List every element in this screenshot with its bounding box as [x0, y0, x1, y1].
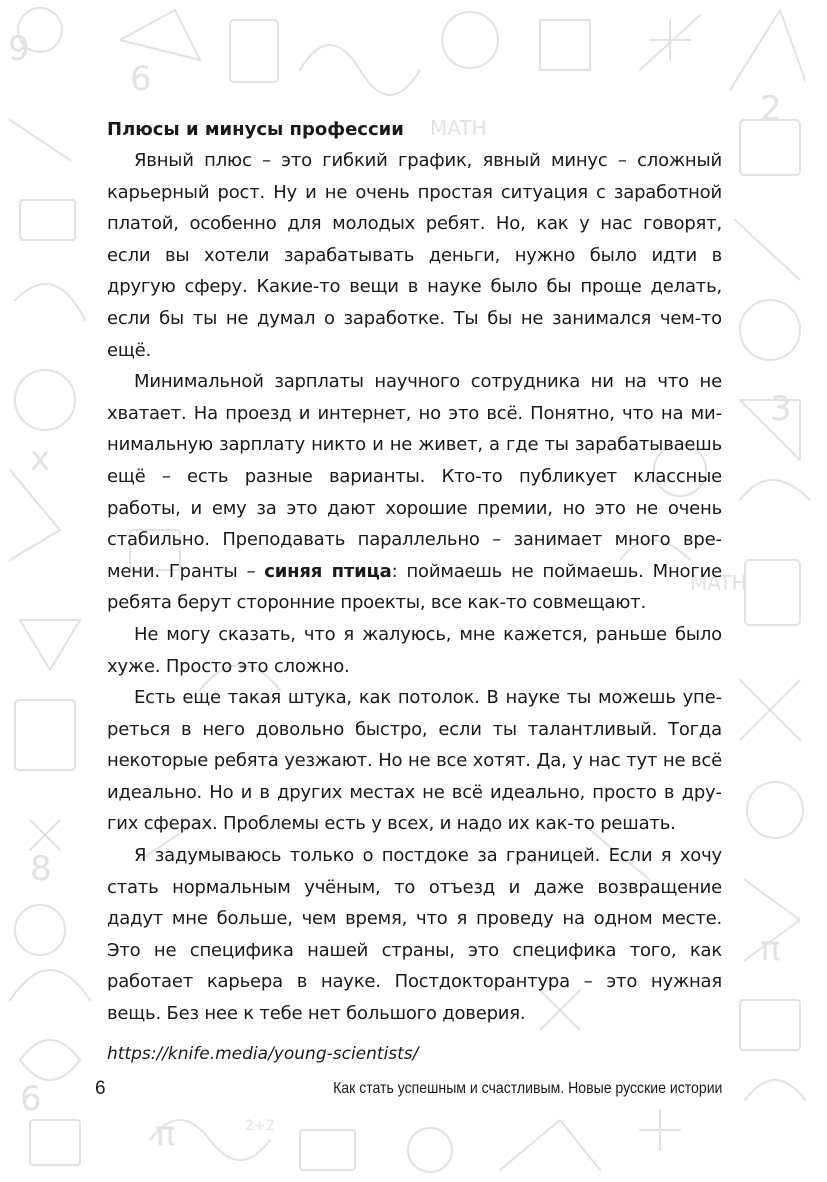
paragraph: Есть еще такая штука, как потолок. В науке ты можешь упереться в него довольно быстро, если ты талантливый. Тогда некоторые ребята уезжают. Но не все хотят. Да, у нас тут не всё идеально. Но и в других местах не всё идеально, просто в других сферах. Проблемы есть у всех, и надо их как-то решать. [107, 687, 722, 835]
doodle-text: 8 [30, 849, 52, 889]
doodle-text: 2+2 [245, 1118, 275, 1134]
paragraph: Не могу сказать, что я жалуюсь, мне кажется, раньше было хуже. Просто это сложно. [107, 623, 722, 677]
paragraph-text: : поймаешь не поймаешь. Многие ребята берут сторонние проекты, все как-то совмещают. [107, 560, 722, 614]
doodle-text: 3 [770, 389, 792, 429]
running-title: Как стать успешным и счастливым. Новые русские истории [332, 1080, 722, 1097]
paragraph: Я задумываюсь только о постдоке за границей. Если я хочу стать нормальным учёным, то отъезд и даже возвращение дадут мне больше, чем время, что я проведу на одном месте. Это не специфика нашей страны, это специфика того, как работает карьера в науке. Постдокторантура – это нужная вещь. Без нее к тебе нет большого доверия. [107, 845, 722, 1025]
doodle-text: π [155, 1114, 176, 1154]
paragraph: Явный плюс – это гибкий график, явный минус – сложный карьерный рост. Ну и не очень простая ситуация с заработной платой, особенно для молодых ребят. Но, как у нас говорят, если вы хотели зарабатывать деньги, нужно было идти в другую сферу. Какие-то вещи в науке было бы проще делать, если бы ты не думал о заработке. Ты бы не занимался чем-то ещё. [107, 150, 722, 361]
emphasis-text: синяя птица [264, 560, 392, 582]
page-footer [95, 1078, 722, 1102]
doodle-text: 6 [20, 1079, 42, 1119]
source-link[interactable]: https://knife.media/young-scientists/ [107, 1043, 419, 1064]
doodle-text: MATH [430, 116, 487, 140]
doodle-text: 2 [760, 89, 782, 129]
doodle-text: x [30, 439, 51, 479]
article-body [107, 114, 722, 1064]
page-number: 6 [95, 1078, 106, 1099]
doodle-text: 9 [8, 29, 30, 69]
section-heading: Плюсы и минусы профессии [107, 119, 404, 140]
doodle-text: π [760, 929, 781, 969]
paragraph-text: Минимальной зарплаты научного сотрудника ни на что не хватает. На проезд и интернет, но это всё. Понятно, что на минимальную зарплату никто и не живет, а где ты зарабатываешь ещё – есть разные варианты. Кто-то публикует классные работы, и ему за это дают хорошие премии, но это не очень стабильно. Преподавать параллельно – занимает много времени. Гранты – [107, 371, 722, 582]
doodle-text: MATH [690, 571, 747, 595]
doodle-text: 6 [130, 59, 152, 99]
paragraph [107, 366, 722, 619]
